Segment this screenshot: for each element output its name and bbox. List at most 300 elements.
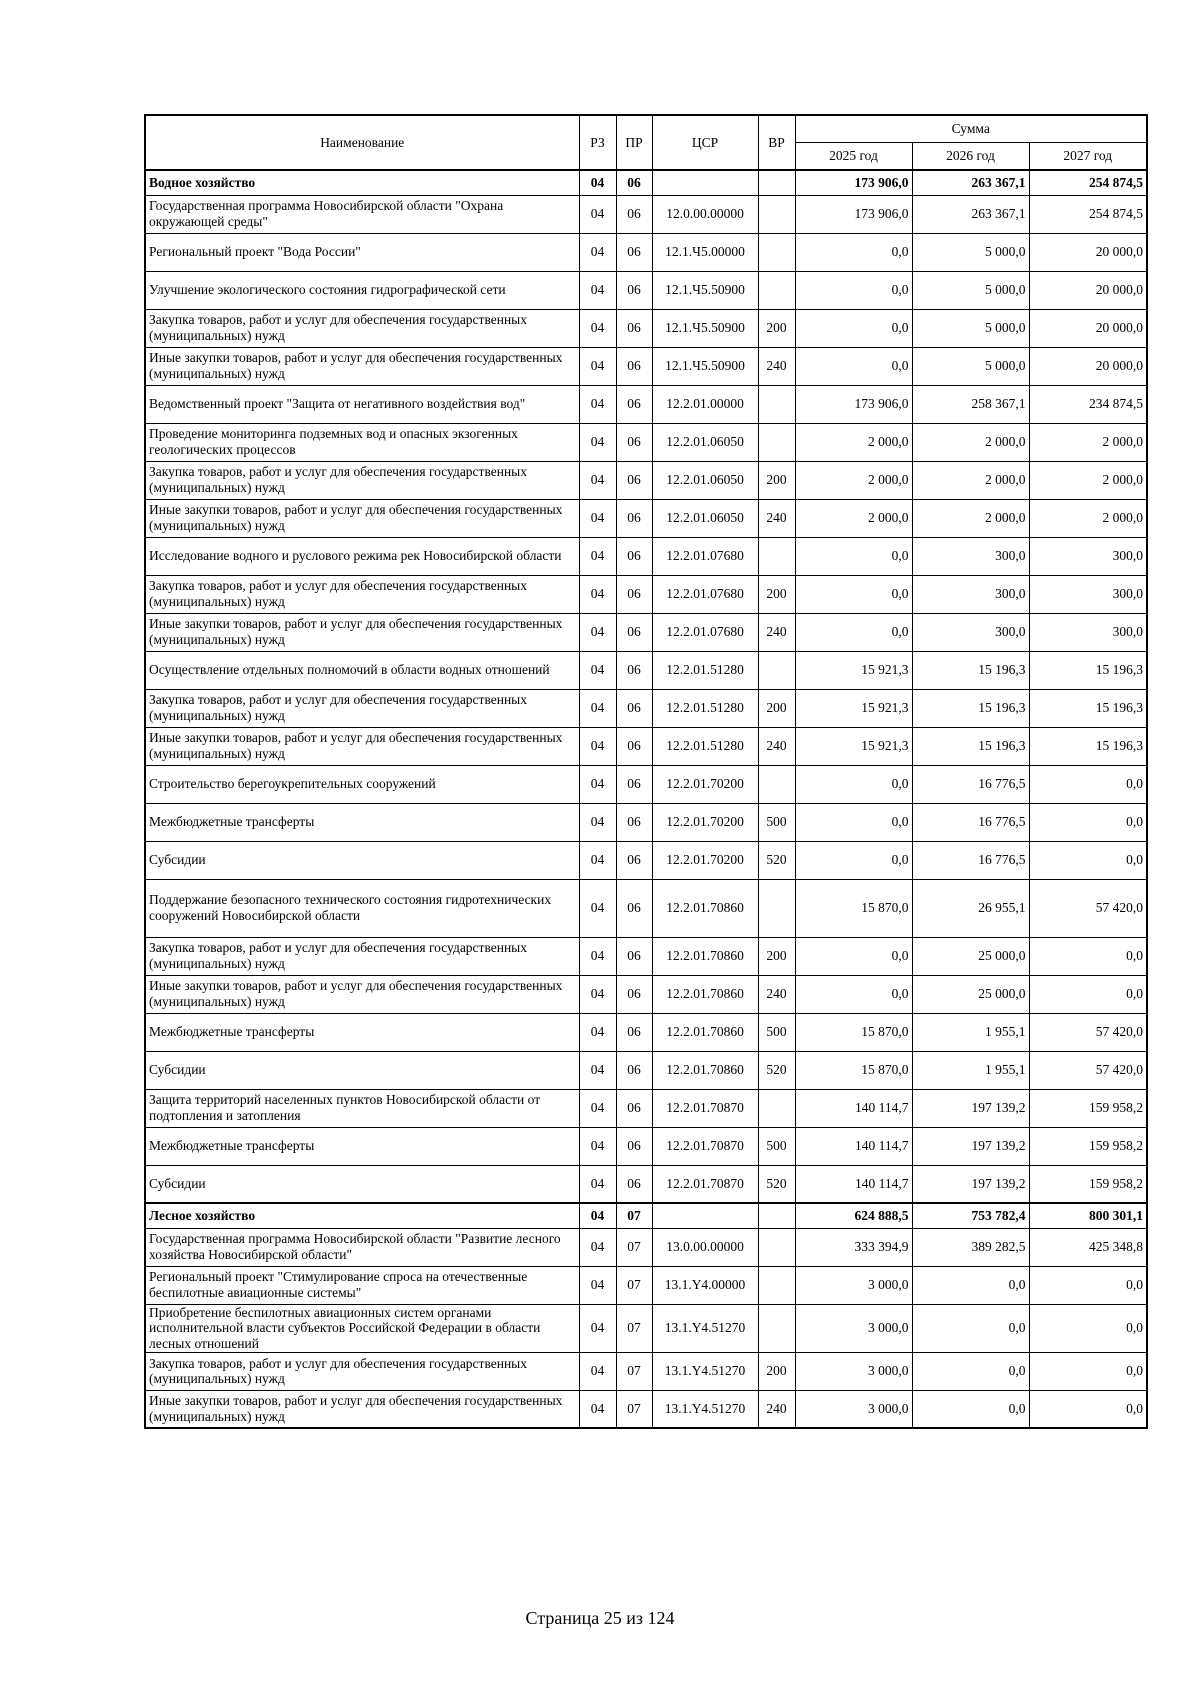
row-value-2026: 5 000,0 <box>912 233 1029 271</box>
row-pr: 07 <box>616 1266 652 1304</box>
row-csr: 12.2.01.70860 <box>652 937 758 975</box>
row-rz: 04 <box>579 575 616 613</box>
row-rz: 04 <box>579 385 616 423</box>
row-value-2025: 0,0 <box>795 309 912 347</box>
row-rz: 04 <box>579 271 616 309</box>
header-pr: ПР <box>616 115 652 170</box>
row-pr: 06 <box>616 195 652 233</box>
row-name: Поддержание безопасного технического состояния гидротехнических сооружений Новосибирской области <box>145 879 579 937</box>
row-rz: 04 <box>579 803 616 841</box>
table-row <box>145 1127 1147 1165</box>
row-value-2025: 0,0 <box>795 347 912 385</box>
row-vr: 200 <box>758 1352 795 1390</box>
row-vr <box>758 1228 795 1266</box>
row-value-2025: 0,0 <box>795 841 912 879</box>
row-value-2027: 0,0 <box>1029 841 1147 879</box>
row-value-2026: 5 000,0 <box>912 309 1029 347</box>
row-vr <box>758 233 795 271</box>
row-csr: 12.2.01.70860 <box>652 1051 758 1089</box>
table-row <box>145 233 1147 271</box>
table-row <box>145 803 1147 841</box>
table-row <box>145 1352 1147 1390</box>
row-pr: 06 <box>616 499 652 537</box>
row-value-2027: 0,0 <box>1029 1266 1147 1304</box>
table-row <box>145 499 1147 537</box>
table-row <box>145 879 1147 937</box>
table-row <box>145 937 1147 975</box>
table-row <box>145 1089 1147 1127</box>
table-row <box>145 423 1147 461</box>
row-value-2027: 57 420,0 <box>1029 1051 1147 1089</box>
row-name: Иные закупки товаров, работ и услуг для обеспечения государственных (муниципальных) нужд <box>145 727 579 765</box>
row-value-2027: 300,0 <box>1029 613 1147 651</box>
row-pr: 06 <box>616 575 652 613</box>
header-vr: ВР <box>758 115 795 170</box>
row-name: Субсидии <box>145 1051 579 1089</box>
row-pr: 06 <box>616 423 652 461</box>
row-value-2026: 753 782,4 <box>912 1203 1029 1228</box>
row-value-2026: 15 196,3 <box>912 689 1029 727</box>
row-value-2026: 1 955,1 <box>912 1013 1029 1051</box>
row-value-2027: 0,0 <box>1029 765 1147 803</box>
row-vr <box>758 1266 795 1304</box>
row-rz: 04 <box>579 613 616 651</box>
row-value-2027: 20 000,0 <box>1029 271 1147 309</box>
row-csr: 12.2.01.70860 <box>652 1013 758 1051</box>
row-pr: 06 <box>616 841 652 879</box>
row-value-2027: 0,0 <box>1029 1352 1147 1390</box>
row-name: Приобретение беспилотных авиационных систем органами исполнительной власти субъектов Российской Федерации в области лесных отношений <box>145 1304 579 1352</box>
table-row <box>145 651 1147 689</box>
row-value-2025: 15 870,0 <box>795 1013 912 1051</box>
row-name: Закупка товаров, работ и услуг для обеспечения государственных (муниципальных) нужд <box>145 937 579 975</box>
row-value-2027: 0,0 <box>1029 1304 1147 1352</box>
header-name: Наименование <box>145 115 579 170</box>
row-rz: 04 <box>579 1266 616 1304</box>
row-rz: 04 <box>579 423 616 461</box>
row-pr: 06 <box>616 537 652 575</box>
row-pr: 06 <box>616 271 652 309</box>
row-value-2027: 2 000,0 <box>1029 423 1147 461</box>
row-value-2026: 300,0 <box>912 575 1029 613</box>
table-row <box>145 1266 1147 1304</box>
row-name: Иные закупки товаров, работ и услуг для обеспечения государственных (муниципальных) нужд <box>145 347 579 385</box>
table-row <box>145 385 1147 423</box>
row-csr: 13.0.00.00000 <box>652 1228 758 1266</box>
row-csr: 12.2.01.70870 <box>652 1165 758 1203</box>
row-csr: 13.1.Y4.51270 <box>652 1390 758 1428</box>
row-rz: 04 <box>579 937 616 975</box>
row-rz: 04 <box>579 1304 616 1352</box>
row-csr: 13.1.Y4.00000 <box>652 1266 758 1304</box>
row-pr: 06 <box>616 461 652 499</box>
row-value-2027: 15 196,3 <box>1029 727 1147 765</box>
row-csr: 12.1.Ч5.00000 <box>652 233 758 271</box>
row-value-2025: 2 000,0 <box>795 461 912 499</box>
row-vr <box>758 271 795 309</box>
row-vr <box>758 170 795 195</box>
row-value-2026: 2 000,0 <box>912 423 1029 461</box>
row-value-2027: 57 420,0 <box>1029 1013 1147 1051</box>
row-name: Защита территорий населенных пунктов Новосибирской области от подтопления и затопления <box>145 1089 579 1127</box>
table-row <box>145 841 1147 879</box>
row-rz: 04 <box>579 537 616 575</box>
table-row <box>145 613 1147 651</box>
row-rz: 04 <box>579 765 616 803</box>
row-csr: 13.1.Y4.51270 <box>652 1304 758 1352</box>
row-value-2025: 15 921,3 <box>795 651 912 689</box>
row-rz: 04 <box>579 975 616 1013</box>
row-value-2025: 0,0 <box>795 937 912 975</box>
row-pr: 06 <box>616 879 652 937</box>
table-row <box>145 271 1147 309</box>
row-pr: 06 <box>616 689 652 727</box>
row-value-2026: 16 776,5 <box>912 803 1029 841</box>
row-value-2026: 15 196,3 <box>912 727 1029 765</box>
row-value-2025: 15 921,3 <box>795 727 912 765</box>
row-vr <box>758 651 795 689</box>
row-pr: 06 <box>616 1089 652 1127</box>
row-value-2025: 0,0 <box>795 575 912 613</box>
row-value-2026: 0,0 <box>912 1390 1029 1428</box>
row-value-2025: 15 921,3 <box>795 689 912 727</box>
row-value-2025: 3 000,0 <box>795 1390 912 1428</box>
row-name: Строительство берегоукрепительных сооружений <box>145 765 579 803</box>
row-csr: 12.2.01.70870 <box>652 1089 758 1127</box>
row-vr <box>758 385 795 423</box>
budget-table <box>144 114 1148 1429</box>
row-name: Межбюджетные трансферты <box>145 803 579 841</box>
row-pr: 06 <box>616 765 652 803</box>
row-value-2027: 2 000,0 <box>1029 499 1147 537</box>
table-row <box>145 170 1147 195</box>
row-value-2025: 2 000,0 <box>795 423 912 461</box>
row-value-2026: 2 000,0 <box>912 499 1029 537</box>
row-pr: 06 <box>616 613 652 651</box>
row-rz: 04 <box>579 1127 616 1165</box>
row-rz: 04 <box>579 1203 616 1228</box>
row-value-2027: 159 958,2 <box>1029 1089 1147 1127</box>
row-value-2025: 0,0 <box>795 537 912 575</box>
table-row <box>145 689 1147 727</box>
row-rz: 04 <box>579 1089 616 1127</box>
row-vr: 240 <box>758 347 795 385</box>
row-value-2027: 20 000,0 <box>1029 347 1147 385</box>
table-row <box>145 1228 1147 1266</box>
header-year-2026: 2026 год <box>912 143 1029 171</box>
row-name: Ведомственный проект "Защита от негативного воздействия вод" <box>145 385 579 423</box>
row-rz: 04 <box>579 195 616 233</box>
row-vr: 240 <box>758 975 795 1013</box>
row-value-2025: 173 906,0 <box>795 170 912 195</box>
row-rz: 04 <box>579 1165 616 1203</box>
row-name: Иные закупки товаров, работ и услуг для обеспечения государственных (муниципальных) нужд <box>145 499 579 537</box>
row-pr: 07 <box>616 1203 652 1228</box>
row-value-2027: 0,0 <box>1029 803 1147 841</box>
row-name: Закупка товаров, работ и услуг для обеспечения государственных (муниципальных) нужд <box>145 575 579 613</box>
row-csr: 12.2.01.51280 <box>652 689 758 727</box>
row-pr: 06 <box>616 803 652 841</box>
table-header <box>145 115 1147 170</box>
table-row <box>145 975 1147 1013</box>
row-value-2026: 0,0 <box>912 1304 1029 1352</box>
row-name: Исследование водного и руслового режима рек Новосибирской области <box>145 537 579 575</box>
row-value-2025: 140 114,7 <box>795 1165 912 1203</box>
row-value-2027: 57 420,0 <box>1029 879 1147 937</box>
row-vr <box>758 1304 795 1352</box>
row-value-2025: 0,0 <box>795 765 912 803</box>
row-value-2025: 0,0 <box>795 271 912 309</box>
row-csr: 12.2.01.51280 <box>652 727 758 765</box>
row-vr: 500 <box>758 803 795 841</box>
row-rz: 04 <box>579 233 616 271</box>
row-value-2026: 300,0 <box>912 537 1029 575</box>
row-value-2027: 15 196,3 <box>1029 689 1147 727</box>
row-vr: 240 <box>758 499 795 537</box>
row-vr: 520 <box>758 1051 795 1089</box>
row-csr: 12.2.01.07680 <box>652 613 758 651</box>
row-value-2027: 15 196,3 <box>1029 651 1147 689</box>
row-vr: 200 <box>758 689 795 727</box>
page-number: Страница 25 из 124 <box>525 1608 675 1628</box>
row-value-2027: 0,0 <box>1029 937 1147 975</box>
row-pr: 06 <box>616 309 652 347</box>
row-value-2025: 140 114,7 <box>795 1089 912 1127</box>
row-csr: 12.2.01.70860 <box>652 975 758 1013</box>
row-value-2025: 15 870,0 <box>795 1051 912 1089</box>
row-value-2027: 300,0 <box>1029 575 1147 613</box>
row-name: Улучшение экологического состояния гидрографической сети <box>145 271 579 309</box>
row-value-2026: 25 000,0 <box>912 937 1029 975</box>
row-name: Проведение мониторинга подземных вод и опасных экзогенных геологических процессов <box>145 423 579 461</box>
row-csr: 12.0.00.00000 <box>652 195 758 233</box>
row-value-2025: 3 000,0 <box>795 1266 912 1304</box>
row-value-2026: 258 367,1 <box>912 385 1029 423</box>
row-value-2025: 173 906,0 <box>795 385 912 423</box>
row-pr: 06 <box>616 651 652 689</box>
table-row <box>145 765 1147 803</box>
row-value-2027: 234 874,5 <box>1029 385 1147 423</box>
row-value-2025: 140 114,7 <box>795 1127 912 1165</box>
row-vr: 200 <box>758 937 795 975</box>
row-rz: 04 <box>579 651 616 689</box>
row-value-2027: 425 348,8 <box>1029 1228 1147 1266</box>
row-value-2026: 2 000,0 <box>912 461 1029 499</box>
row-csr: 12.2.01.06050 <box>652 499 758 537</box>
row-name: Закупка товаров, работ и услуг для обеспечения государственных (муниципальных) нужд <box>145 461 579 499</box>
row-value-2026: 5 000,0 <box>912 347 1029 385</box>
row-rz: 04 <box>579 461 616 499</box>
row-csr: 12.2.01.70200 <box>652 841 758 879</box>
row-name: Закупка товаров, работ и услуг для обеспечения государственных (муниципальных) нужд <box>145 689 579 727</box>
row-value-2026: 5 000,0 <box>912 271 1029 309</box>
row-name: Иные закупки товаров, работ и услуг для обеспечения государственных (муниципальных) нужд <box>145 1390 579 1428</box>
row-value-2026: 16 776,5 <box>912 841 1029 879</box>
row-value-2027: 20 000,0 <box>1029 309 1147 347</box>
row-vr <box>758 423 795 461</box>
row-pr: 06 <box>616 975 652 1013</box>
row-value-2026: 263 367,1 <box>912 170 1029 195</box>
row-csr: 12.2.01.70870 <box>652 1127 758 1165</box>
row-value-2025: 333 394,9 <box>795 1228 912 1266</box>
table-row <box>145 727 1147 765</box>
row-value-2025: 173 906,0 <box>795 195 912 233</box>
table-row <box>145 1013 1147 1051</box>
row-vr <box>758 879 795 937</box>
row-value-2026: 0,0 <box>912 1352 1029 1390</box>
row-name: Межбюджетные трансферты <box>145 1013 579 1051</box>
row-value-2026: 26 955,1 <box>912 879 1029 937</box>
row-csr <box>652 1203 758 1228</box>
row-value-2027: 254 874,5 <box>1029 195 1147 233</box>
row-vr: 500 <box>758 1127 795 1165</box>
header-year-2025: 2025 год <box>795 143 912 171</box>
row-rz: 04 <box>579 689 616 727</box>
row-value-2025: 624 888,5 <box>795 1203 912 1228</box>
row-name: Водное хозяйство <box>145 170 579 195</box>
row-value-2025: 2 000,0 <box>795 499 912 537</box>
row-csr: 12.2.01.07680 <box>652 537 758 575</box>
row-vr <box>758 1203 795 1228</box>
row-value-2027: 0,0 <box>1029 1390 1147 1428</box>
row-pr: 06 <box>616 1051 652 1089</box>
row-name: Иные закупки товаров, работ и услуг для обеспечения государственных (муниципальных) нужд <box>145 975 579 1013</box>
row-value-2026: 16 776,5 <box>912 765 1029 803</box>
row-value-2025: 0,0 <box>795 803 912 841</box>
row-name: Субсидии <box>145 1165 579 1203</box>
row-value-2026: 263 367,1 <box>912 195 1029 233</box>
row-vr: 240 <box>758 1390 795 1428</box>
table-body <box>145 170 1147 1428</box>
table-row <box>145 575 1147 613</box>
row-vr <box>758 1089 795 1127</box>
row-csr: 12.2.01.70860 <box>652 879 758 937</box>
row-csr <box>652 170 758 195</box>
row-vr: 240 <box>758 613 795 651</box>
row-vr <box>758 195 795 233</box>
row-pr: 06 <box>616 385 652 423</box>
row-vr: 520 <box>758 841 795 879</box>
row-value-2026: 197 139,2 <box>912 1089 1029 1127</box>
table-row <box>145 1203 1147 1228</box>
row-csr: 12.2.01.51280 <box>652 651 758 689</box>
row-rz: 04 <box>579 841 616 879</box>
row-value-2027: 300,0 <box>1029 537 1147 575</box>
row-csr: 12.1.Ч5.50900 <box>652 271 758 309</box>
row-csr: 12.1.Ч5.50900 <box>652 347 758 385</box>
table-row <box>145 1051 1147 1089</box>
row-rz: 04 <box>579 1228 616 1266</box>
row-value-2027: 159 958,2 <box>1029 1165 1147 1203</box>
row-pr: 06 <box>616 1165 652 1203</box>
table-row <box>145 537 1147 575</box>
row-pr: 06 <box>616 233 652 271</box>
row-value-2027: 20 000,0 <box>1029 233 1147 271</box>
row-pr: 07 <box>616 1304 652 1352</box>
row-name: Государственная программа Новосибирской области "Развитие лесного хозяйства Новосибирской области" <box>145 1228 579 1266</box>
row-pr: 07 <box>616 1390 652 1428</box>
row-vr: 200 <box>758 461 795 499</box>
row-value-2027: 2 000,0 <box>1029 461 1147 499</box>
row-vr: 500 <box>758 1013 795 1051</box>
row-name: Региональный проект "Стимулирование спроса на отечественные беспилотные авиационные системы" <box>145 1266 579 1304</box>
table-row <box>145 195 1147 233</box>
row-pr: 07 <box>616 1352 652 1390</box>
row-value-2026: 0,0 <box>912 1266 1029 1304</box>
row-pr: 06 <box>616 727 652 765</box>
row-csr: 13.1.Y4.51270 <box>652 1352 758 1390</box>
row-value-2025: 15 870,0 <box>795 879 912 937</box>
row-rz: 04 <box>579 1390 616 1428</box>
row-name: Иные закупки товаров, работ и услуг для обеспечения государственных (муниципальных) нужд <box>145 613 579 651</box>
row-csr: 12.2.01.70200 <box>652 765 758 803</box>
row-csr: 12.2.01.70200 <box>652 803 758 841</box>
table-row <box>145 1165 1147 1203</box>
row-csr: 12.2.01.06050 <box>652 423 758 461</box>
row-csr: 12.2.01.07680 <box>652 575 758 613</box>
row-value-2026: 300,0 <box>912 613 1029 651</box>
row-pr: 06 <box>616 170 652 195</box>
row-name: Закупка товаров, работ и услуг для обеспечения государственных (муниципальных) нужд <box>145 1352 579 1390</box>
row-value-2026: 15 196,3 <box>912 651 1029 689</box>
row-rz: 04 <box>579 1013 616 1051</box>
table-row <box>145 1390 1147 1428</box>
row-value-2027: 0,0 <box>1029 975 1147 1013</box>
row-name: Лесное хозяйство <box>145 1203 579 1228</box>
table-row <box>145 309 1147 347</box>
row-value-2026: 197 139,2 <box>912 1165 1029 1203</box>
table-row <box>145 1304 1147 1352</box>
row-value-2026: 1 955,1 <box>912 1051 1029 1089</box>
row-pr: 06 <box>616 347 652 385</box>
row-value-2027: 254 874,5 <box>1029 170 1147 195</box>
row-pr: 07 <box>616 1228 652 1266</box>
row-vr: 200 <box>758 575 795 613</box>
row-vr <box>758 765 795 803</box>
row-pr: 06 <box>616 937 652 975</box>
row-csr: 12.2.01.00000 <box>652 385 758 423</box>
header-year-2027: 2027 год <box>1029 143 1147 171</box>
row-rz: 04 <box>579 727 616 765</box>
row-vr: 240 <box>758 727 795 765</box>
header-sum: Сумма <box>795 115 1147 143</box>
row-value-2025: 3 000,0 <box>795 1304 912 1352</box>
row-rz: 04 <box>579 1352 616 1390</box>
row-csr: 12.2.01.06050 <box>652 461 758 499</box>
table-row <box>145 461 1147 499</box>
row-rz: 04 <box>579 1051 616 1089</box>
row-rz: 04 <box>579 170 616 195</box>
row-name: Государственная программа Новосибирской области "Охрана окружающей среды" <box>145 195 579 233</box>
row-rz: 04 <box>579 309 616 347</box>
row-name: Региональный проект "Вода России" <box>145 233 579 271</box>
row-vr <box>758 537 795 575</box>
row-value-2026: 25 000,0 <box>912 975 1029 1013</box>
row-value-2025: 0,0 <box>795 613 912 651</box>
row-rz: 04 <box>579 879 616 937</box>
row-name: Субсидии <box>145 841 579 879</box>
row-rz: 04 <box>579 499 616 537</box>
row-value-2027: 800 301,1 <box>1029 1203 1147 1228</box>
row-name: Закупка товаров, работ и услуг для обеспечения государственных (муниципальных) нужд <box>145 309 579 347</box>
row-value-2025: 0,0 <box>795 233 912 271</box>
row-pr: 06 <box>616 1013 652 1051</box>
header-csr: ЦСР <box>652 115 758 170</box>
row-pr: 06 <box>616 1127 652 1165</box>
row-csr: 12.1.Ч5.50900 <box>652 309 758 347</box>
row-value-2025: 0,0 <box>795 975 912 1013</box>
row-value-2025: 3 000,0 <box>795 1352 912 1390</box>
